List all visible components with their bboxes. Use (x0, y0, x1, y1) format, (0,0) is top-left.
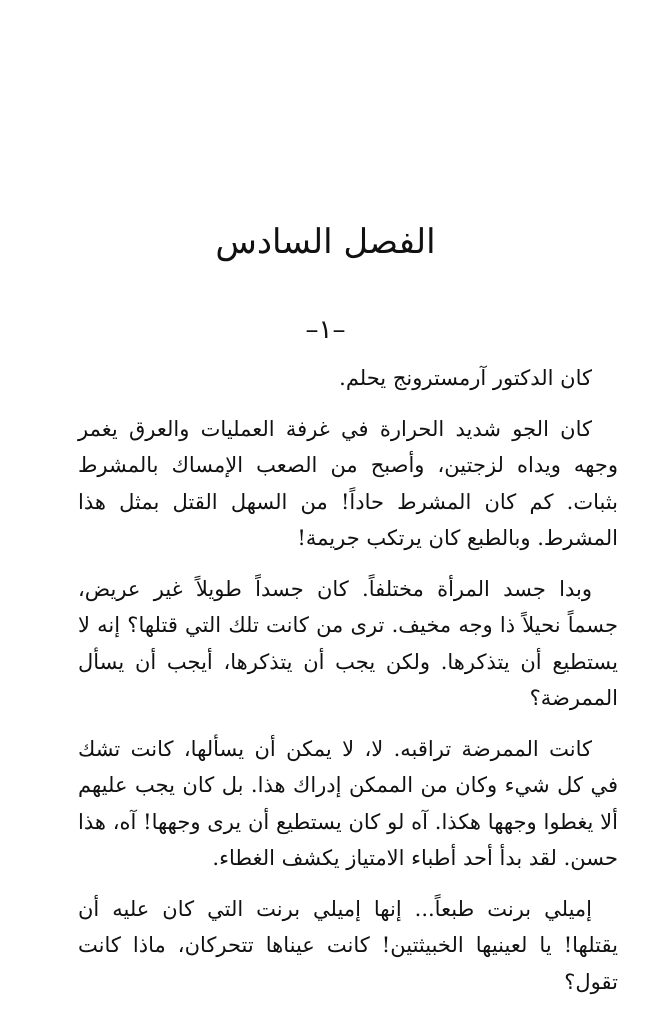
body-text (78, 360, 618, 1014)
paragraph: كانت الممرضة تراقبه. لا، لا يمكن أن يسألها، كانت تشك في كل شيء وكان من الممكن إدراك هذا. بل كان يجب عليهم ألا يغطوا وجهها هكذا. آه لو كان يستطيع أن يرى وجهها! آه، هذا حسن. لقد بدأ أحد أطباء الامتياز يكشف الغطاء. (78, 736, 618, 870)
paragraph: إميلي برنت طبعاً... إنها إميلي برنت التي كان عليه أن يقتلها! يا لعينيها الخبيثتين! كانت عيناها تتحركان، ماذا كانت تقول؟ (78, 896, 618, 994)
paragraph: كان الدكتور آرمسترونج يحلم. (339, 366, 592, 390)
chapter-title: الفصل السادس (215, 222, 436, 262)
section-number: –١– (305, 315, 346, 345)
paragraph: وبدا جسد المرأة مختلفاً. كان جسداً طويلاً غير عريض، جسماً نحيلاً ذا وجه مخيف. ترى من كانت تلك التي قتلها؟ إنه لا يستطيع أن يتذكرها. ولكن يجب أن يتذكرها، أيجب أن يسأل الممرضة؟ (78, 576, 618, 710)
paragraph: كان الجو شديد الحرارة في غرفة العمليات والعرق يغمر وجهه ويداه لزجتين، وأصبح من الصعب الإمساك بالمشرط بثبات. كم كان المشرط حاداً! من السهل القتل بمثل هذا المشرط. وبالطبع كان يرتكب جريمة! (78, 416, 618, 550)
